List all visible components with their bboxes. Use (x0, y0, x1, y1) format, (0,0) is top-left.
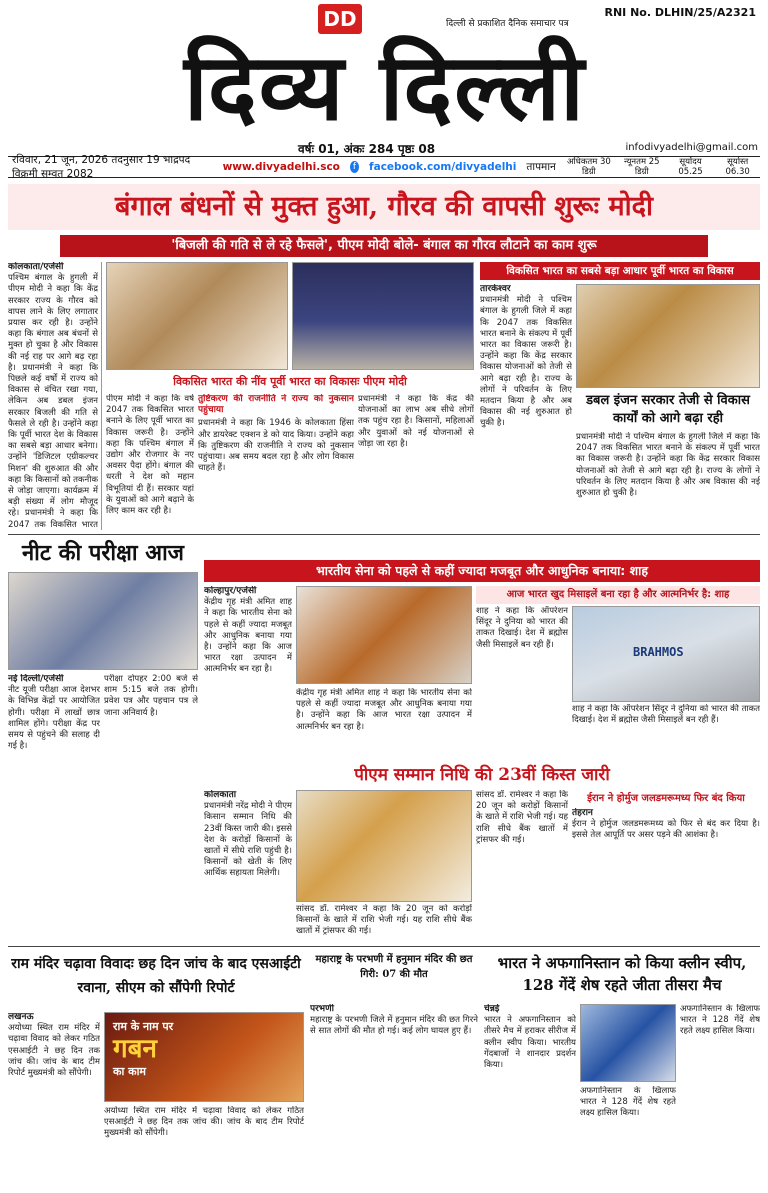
contact-email[interactable]: infodivyadelhi@gmail.com (625, 142, 758, 153)
army-body (204, 586, 292, 762)
facebook-link[interactable]: facebook.com/divyadelhi (369, 161, 517, 173)
right-story-body (480, 284, 572, 530)
issue-date: रविवार, 21 जून, 2026 तदनुसार 19 भाद्रपद विक्रमी सम्वत 2082 (12, 154, 191, 180)
max-temp: अधिकतम 30 डिग्री (566, 157, 611, 177)
lead-col3-head: तुष्टिकरण की राजनीति ने राज्य को नुकसान पहुंचाया (198, 394, 354, 416)
volume-info: वर्षः 01, अंकः 284 पृष्ठः 08 (298, 142, 436, 156)
lead-photo-modi-bust (106, 262, 288, 370)
column-rule (101, 262, 102, 530)
army-dateline: कोल्हापुर/एजेंसी (204, 586, 257, 596)
masthead-tagline: दिल्ली से प्रकाशित दैनिक समाचार पत्र (446, 19, 569, 29)
army-right-body: शाह ने कहा कि ऑपरेशन सिंदूर ने दुनिया को भारत की ताकत दिखाई। देश में ब्रह्मोस जैसी मिसाइलें बन रही हैं। (476, 606, 568, 650)
lead-caption-text: विकसित भारत की नींव पूर्वी भारत का विकासः पीएम मोदी (173, 375, 407, 388)
dateline-bar (8, 156, 760, 178)
right-story-head[interactable]: विकसित भारत का सबसे बड़ा आधार पूर्वी भारत का विकास (480, 262, 760, 280)
hanuman-body (310, 1004, 478, 1188)
neet-dateline: नई दिल्ली/एजेंसी (8, 674, 64, 684)
neet-text: नीट यूजी परीक्षा आज देशभर के विभिन्न केंद्रों पर आयोजित होगी। परीक्षा में लाखों छात्र शामिल होंगे। परीक्षा केंद्र पर समय से पहुंचने की सलाह दी गई है। (8, 685, 100, 752)
army-right-body-2: शाह ने कहा कि ऑपरेशन सिंदूर ने दुनिया को भारत की ताकत दिखाई। देश में ब्रह्मोस जैसी मिसाइलें बन रही हैं। (572, 704, 760, 726)
neet-photo (8, 572, 198, 670)
section-rule-2 (8, 946, 760, 947)
cricket-dateline: चेन्नई (484, 1004, 500, 1014)
right-story-body-2: प्रधानमंत्री मोदी ने पश्चिम बंगाल के हुगली जिले में कहा कि 2047 तक विकसित भारत बनाने के संकल्प में पूर्वी भारत का विकास जरूरी है। उन्होंने कहा कि केंद्र सरकार विकास योजनाओं को तेजी से आगे बढ़ा रही है। राज्य के लोगों ने परिवर्तन के लिए मतदान किया है और अब विकास की नई शुरुआत हो चुकी है। (576, 432, 760, 499)
brahmos-missile-photo (572, 606, 760, 702)
lead-photo-caption (106, 374, 474, 391)
double-engine-subhead: डबल इंजन सरकार तेजी से विकास कार्यों को आगे बढ़ा रही (586, 393, 750, 426)
rni-number: RNI No. DLHIN/25/A2321 (604, 6, 756, 19)
brahmos-label: BRAHMOS (633, 645, 684, 659)
temperature-label: तापमान (526, 161, 556, 173)
cricket-text: भारत ने अफगानिस्तान को तीसरे मैच में हराकर सीरीज में क्लीन स्वीप किया। भारतीय गेंदबाजों ने शानदार प्रदर्शन किया। (484, 1015, 576, 1071)
neet-body (8, 674, 100, 844)
ram-banner-main: गबन (113, 1034, 157, 1064)
pm-kisan-dateline: कोलकाता (204, 790, 237, 800)
pm-kisan-photo (296, 790, 472, 902)
iran-text: ईरान ने होर्मुज जलडमरूमध्य को फिर से बंद कर दिया है। इससे तेल आपूर्ति पर असर पड़ने की आशंका है। (572, 819, 760, 841)
hanuman-headline[interactable]: महाराष्ट्र के परभणी में हनुमान मंदिर की छत गिरी: 07 की मौत (315, 954, 473, 980)
ram-body (8, 1012, 100, 1188)
neet-times: परीक्षा दोपहर 2:00 बजे से शाम 5:15 बजे तक होगी। प्रवेश पत्र और पहचान पत्र ले जाना अनिवार्य है। (104, 674, 198, 718)
lead-column-1 (8, 262, 98, 530)
army-photo-amit-shah (296, 586, 472, 684)
lead-dateline: कोलकाता/एजेंसी (8, 262, 64, 272)
pm-kisan-body-3: सांसद डॉ. रामेश्वर ने कहा कि 20 जून को करोड़ों किसानों के खाते में राशि भेजी गई। यह राशि सीधे बैंक खातों में ट्रांसफर की गई। (476, 790, 568, 845)
lead-column-3 (198, 394, 354, 530)
iran-headline[interactable]: ईरान ने होर्मुज जलडमरूमध्य फिर बंद किया (587, 793, 745, 804)
ram-banner-top: राम के नाम पर (113, 1020, 174, 1033)
neet-headline[interactable]: नीट की परीक्षा आज (21, 540, 185, 566)
sunset: सूर्यास्त 06.30 (725, 157, 750, 177)
cricket-headline[interactable]: भारत ने अफगानिस्तान को किया क्लीन स्वीप, 128 गेंदें शेष रहते जीता तीसरा मैच (497, 954, 747, 994)
right-story-text: प्रधानमंत्री मोदी ने पश्चिम बंगाल के हुगली जिले में कहा कि 2047 तक विकसित भारत बनाने के संकल्प में पूर्वी भारत का विकास जरूरी है। उन्होंने कहा कि केंद्र सरकार विकास योजनाओं को तेजी से आगे बढ़ा रही है। राज्य के लोगों ने परिवर्तन के लिए मतदान किया है और अब विकास की नई शुरुआत हो चुकी है। (480, 295, 572, 429)
army-body-2: केंद्रीय गृह मंत्री अमित शाह ने कहा कि भारतीय सेना को पहले से कहीं ज्यादा मजबूत और आधुनिक बनाया गया है। उन्होंने कहा कि आज भारत रक्षा उत्पादन में आत्मनिर्भर बन रहा है। (296, 688, 472, 732)
pm-kisan-headline[interactable]: पीएम सम्मान निधि की 23वीं किस्त जारी (354, 765, 610, 785)
ram-mandir-headline[interactable]: राम मंदिर चढ़ावा विवादः छह दिन जांच के बाद एसआईटी रवाना, सीएम को सौंपेगी रिपोर्ट (11, 956, 301, 996)
lead-col3-body: प्रधानमंत्री ने कहा कि 1946 के कोलकाता हिंसा और डायरेक्ट एक्शन डे को याद किया। उन्होंने कहा कि तुष्टिकरण की राजनीति ने राज्य को नुकसान पहुंचाया। अब समय बदल रहा है और लोग विकास चाहते हैं। (198, 418, 354, 474)
right-story-photo (576, 284, 760, 388)
hanuman-dateline: परभणी (310, 1004, 334, 1014)
army-right-head[interactable]: आज भारत खुद मिसाइलें बना रहा है और आत्मनिर्भर है: शाह (476, 586, 760, 604)
right-story-dateline: तारकेश्वर (480, 284, 511, 294)
pm-kisan-text: प्रधानमंत्री नरेंद्र मोदी ने पीएम किसान सम्मान निधि की 23वीं किस्त जारी की। इससे देश के करोड़ों किसानों के खातों में सीधे राशि पहुंची है। किसानों को खेती के लिए आर्थिक सहायता मिलेगी। (204, 801, 292, 879)
army-text: केंद्रीय गृह मंत्री अमित शाह ने कहा कि भारतीय सेना को पहले से कहीं ज्यादा मजबूत और आधुनिक बनाया गया है। उन्होंने कहा कि आज भारत रक्षा उत्पादन में आत्मनिर्भर बन रहा है। (204, 597, 292, 675)
lead-body-1: पश्चिम बंगाल के हुगली में पीएम मोदी ने कहा कि केंद्र सरकार राज्य के गौरव को वापस लाने के लिए लगातार प्रयास कर रही है। उन्होंने कहा कि बंगाल अब बंधनों से मुक्त हो चुका है और विकास की नई राह पर आगे बढ़ रहा है। प्रधानमंत्री ने कहा कि पिछले कई वर्षों में राज्य को विकास से वंचित रखा गया, लेकिन अब डबल इंजन सरकार बिजली की गति से फैसले ले रही है। उन्होंने कहा कि पूर्वी भारत देश के विकास का सबसे बड़ा आधार बनेगा। उन्होंने 'डिजिटल एग्रीकल्चर मिशन' की शुरुआत की और कहा कि किसानों को तकनीक से जोड़ा जाएगा। कार्यक्रम में बड़ी संख्या में लोग मौजूद रहे। प्रधानमंत्री ने कहा कि 2047 तक विकसित भारत (8, 273, 98, 530)
lead-subhead: 'बिजली की गति से ले रहे फैसले', पीएम मोदी बोले- बंगाल का गौरव लौटाने का काम शुरू (60, 235, 708, 257)
min-temp: न्यूनतम 25 डिग्री (623, 157, 660, 177)
cricket-body (484, 1004, 576, 1188)
website-link[interactable]: www.divyadelhi.sco (222, 161, 340, 173)
lead-column-4: प्रधानमंत्री ने कहा कि केंद्र की योजनाओं का लाभ अब सीधे लोगों तक पहुंच रहा है। किसानों, महिलाओं और युवाओं को नई योजनाओं से जोड़ा जा रहा है। (358, 394, 474, 449)
facebook-icon: f (350, 161, 359, 173)
iran-body (572, 808, 760, 942)
cricket-body-3: अफगानिस्तान के खिलाफ भारत ने 128 गेंदें शेष रहते लक्ष्य हासिल किया। (680, 1004, 760, 1037)
ram-dateline: लखनऊ (8, 1012, 34, 1022)
ram-banner-sub: का काम (113, 1065, 147, 1078)
cricket-body-2: अफगानिस्तान के खिलाफ भारत ने 128 गेंदें शेष रहते लक्ष्य हासिल किया। (580, 1086, 676, 1119)
pm-kisan-body-2: सांसद डॉ. रामेश्वर ने कहा कि 20 जून को करोड़ों किसानों के खाते में राशि भेजी गई। यह राशि सीधे बैंक खातों में ट्रांसफर की गई। (296, 904, 472, 937)
ram-body-2: अयोध्या स्थित राम मंदिर में चढ़ावा विवाद को लेकर गठित एसआईटी ने छह दिन तक जांच की। जांच के बाद टीम रिपोर्ट मुख्यमंत्री को सौंपेगी। (104, 1106, 304, 1139)
pm-kisan-body (204, 790, 292, 942)
lead-column-2: पीएम मोदी ने कहा कि वर्ष 2047 तक विकसित भारत बनाने के लिए पूर्वी भारत का विकास जरूरी है। उन्होंने कहा कि पश्चिम बंगाल में उद्योग और रोजगार के नए अवसर पैदा होंगे। बंगाल की धरती ने देश को महान विभूतियां दी हैं। सरकार यहां के युवाओं को आगे बढ़ाने के लिए काम कर रही है। (106, 394, 194, 517)
sunrise: सूर्योदय 05.25 (678, 157, 703, 177)
cricket-photo (580, 1004, 676, 1082)
newspaper-title: दिव्य दिल्ली (184, 33, 586, 141)
hanuman-text: महाराष्ट्र के परभणी जिले में हनुमान मंदिर की छत गिरने से सात लोगों की मौत हो गई। कई लोग घायल हुए हैं। (310, 1015, 478, 1037)
lead-photo-digital-agriculture (292, 262, 474, 370)
ram-text: अयोध्या स्थित राम मंदिर में चढ़ावा विवाद को लेकर गठित एसआईटी ने छह दिन तक जांच की। जांच के बाद टीम रिपोर्ट मुख्यमंत्री को सौंपेगी। (8, 1023, 100, 1079)
section-rule (8, 534, 760, 535)
ram-banner (104, 1012, 304, 1102)
army-headline[interactable]: भारतीय सेना को पहले से कहीं ज्यादा मजबूत और आधुनिक बनाया: शाह (204, 560, 760, 582)
newspaper-logo-badge: DD (318, 4, 362, 34)
iran-dateline: तेहरान (572, 808, 593, 818)
lead-headline[interactable]: बंगाल बंधनों से मुक्त हुआ, गौरव की वापसी शुरूः मोदी (8, 184, 760, 230)
